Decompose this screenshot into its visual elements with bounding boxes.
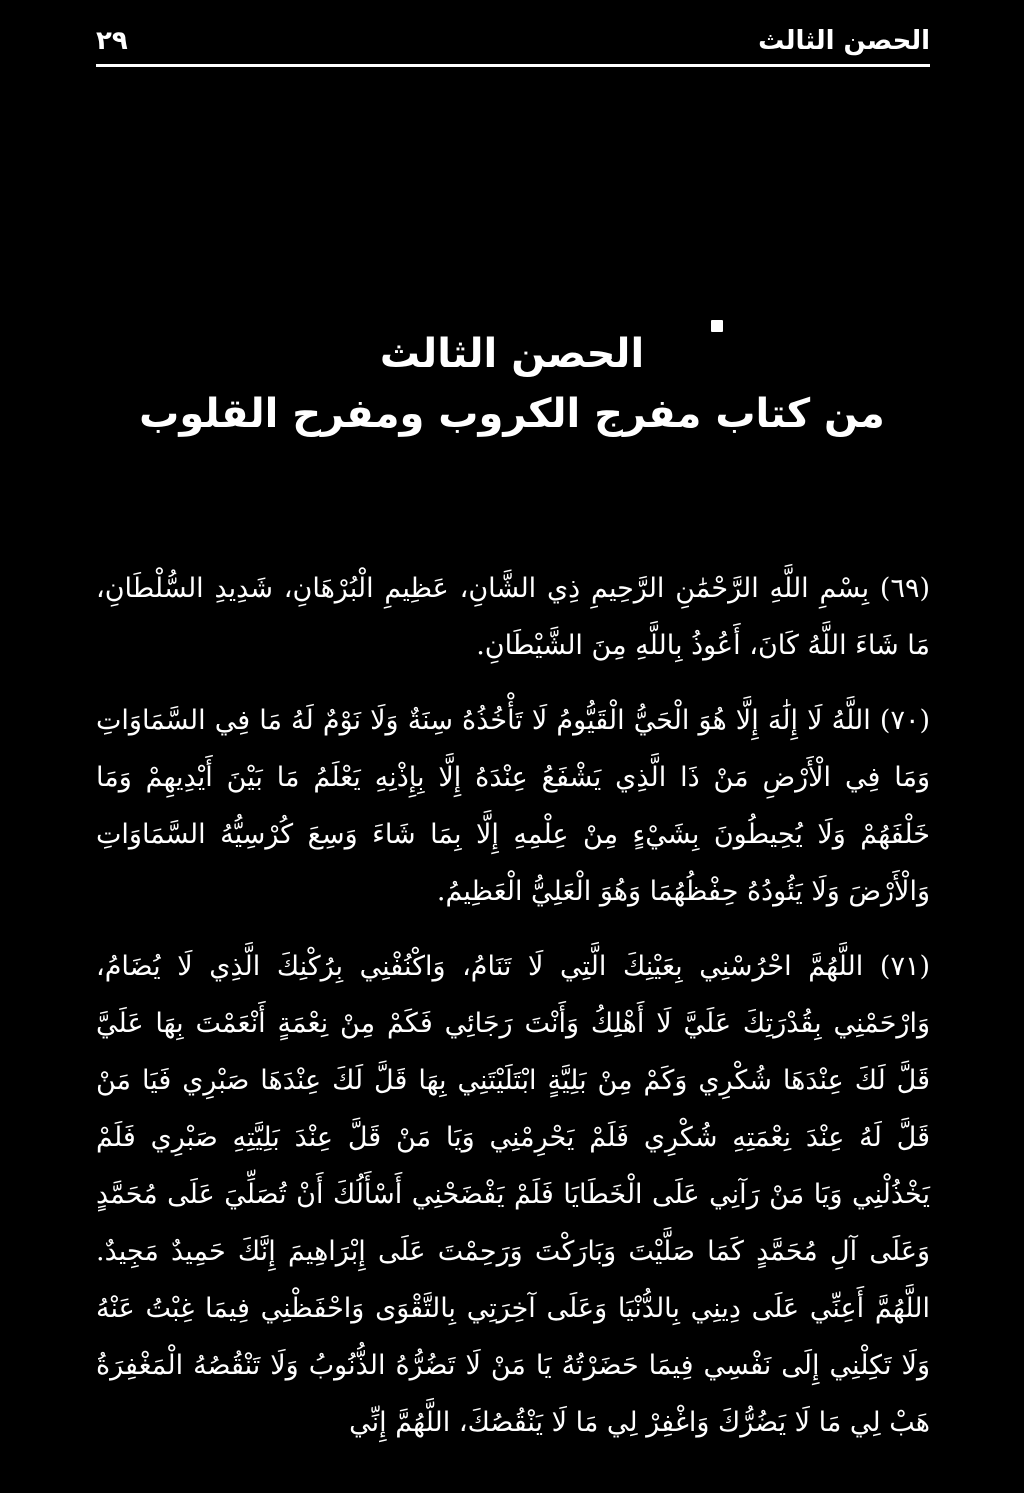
paragraph-70: (٧٠) اللَّهُ لَا إِلَٰهَ إِلَّا هُوَ الْحَيُّ الْقَيُّومُ لَا تَأْخُذُهُ سِنَةٌ وَلَا نَوْمٌ لَهُ مَا فِي السَّمَاوَاتِ وَمَا فِي الْأَرْضِ مَنْ ذَا الَّذِي يَشْفَعُ عِنْدَهُ إِلَّا بِإِذْنِهِ يَعْلَمُ مَا بَيْنَ أَيْدِيهِمْ وَمَا خَلْفَهُمْ وَلَا يُحِيطُونَ بِشَيْءٍ مِنْ عِلْمِهِ إِلَّا بِمَا شَاءَ وَسِعَ كُرْسِيُّهُ السَّمَاوَاتِ وَالْأَرْضَ وَلَا يَئُودُهُ حِفْظُهُمَا وَهُوَ الْعَلِيُّ الْعَظِيمُ. <box>96 705 930 907</box>
running-header <box>96 22 930 62</box>
paragraph-71: (٧١) اللَّهُمَّ احْرُسْنِي بِعَيْنِكَ الَّتِي لَا تَنَامُ، وَاكْنُفْنِي بِرُكْنِكَ الَّذِي لَا يُضَامُ، وَارْحَمْنِي بِقُدْرَتِكَ عَلَيَّ لَا أَهْلِكُ وَأَنْتَ رَجَائِي فَكَمْ مِنْ نِعْمَةٍ أَنْعَمْتَ بِهَا عَلَيَّ قَلَّ لَكَ عِنْدَهَا شُكْرِي وَكَمْ مِنْ بَلِيَّةٍ ابْتَلَيْتَنِي بِهَا قَلَّ لَكَ عِنْدَهَا صَبْرِي فَيَا مَنْ قَلَّ لَهُ عِنْدَ نِعْمَتِهِ شُكْرِي فَلَمْ يَحْرِمْنِي وَيَا مَنْ قَلَّ عِنْدَ بَلِيَّتِهِ صَبْرِي فَلَمْ يَخْذُلْنِي وَيَا مَنْ رَآنِي عَلَى الْخَطَايَا فَلَمْ يَفْضَحْنِي أَسْأَلُكَ أَنْ تُصَلِّيَ عَلَى مُحَمَّدٍ وَعَلَى آلِ مُحَمَّدٍ كَمَا صَلَّيْتَ وَبَارَكْتَ وَرَحِمْتَ عَلَى إِبْرَاهِيمَ إِنَّكَ حَمِيدٌ مَجِيدٌ. اللَّهُمَّ أَعِنِّي عَلَى دِينِي بِالدُّنْيَا وَعَلَى آخِرَتِي بِالتَّقْوَى وَاحْفَظْنِي فِيمَا غِبْتُ عَنْهُ وَلَا تَكِلْنِي إِلَى نَفْسِي فِيمَا حَضَرْتُهُ يَا مَنْ لَا تَضُرُّهُ الذُّنُوبُ وَلَا تَنْقُصُهُ الْمَغْفِرَةُ هَبْ لِي مَا لَا يَضُرُّكَ وَاغْفِرْ لِي مَا لَا يَنْقُصُكَ، اللَّهُمَّ إِنِّي <box>96 951 930 1438</box>
paragraph-69: (٦٩) بِسْمِ اللَّهِ الرَّحْمَٰنِ الرَّحِيمِ ذِي الشَّانِ، عَظِيمِ الْبُرْهَانِ، شَدِيدِ السُّلْطَانِ، مَا شَاءَ اللَّهُ كَانَ، أَعُوذُ بِاللَّهِ مِنَ الشَّيْطَانِ. <box>96 573 930 661</box>
chapter-subtitle: من كتاب مفرج الكروب ومفرح القلوب <box>139 391 885 437</box>
body-text <box>96 560 930 1469</box>
page-number: ٢٩ <box>96 26 128 56</box>
chapter-title: الحصن الثالث <box>379 331 645 377</box>
header-divider <box>96 64 930 67</box>
running-header-title: الحصن الثالث <box>758 26 930 56</box>
